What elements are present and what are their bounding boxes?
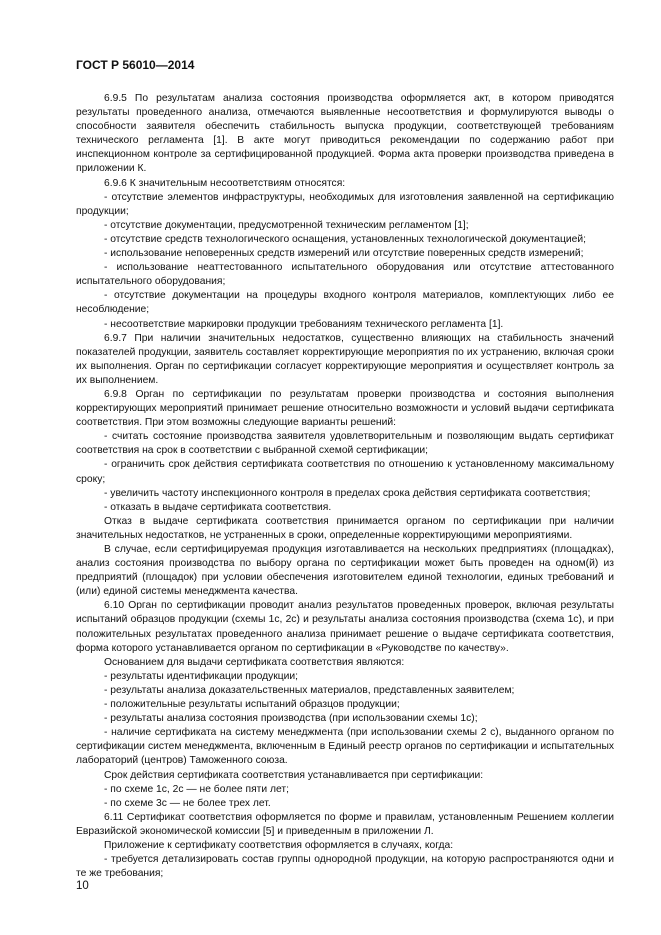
document-header: ГОСТ Р 56010—2014 [76, 58, 195, 72]
list-item: - отсутствие элементов инфраструктуры, необходимых для изготовления заявленной на сертификацию продукции; [76, 191, 614, 217]
paragraph: 6.11 Сертификат соответствия оформляется по форме и правилам, установленным Решением коллегии Евразийской экономической комиссии [5] и приведенным в приложении Л. [76, 811, 614, 837]
list-item: - отсутствие средств технологического оснащения, установленных технологической документацией; [104, 233, 587, 245]
list-item: - считать состояние производства заявителя удовлетворительным и позволяющим выдать сертификат соответствия на срок в соответствии с выбранной схемой сертификации; [76, 431, 614, 457]
list-item: - по схеме 1с, 2с — не более пяти лет; [104, 783, 289, 795]
list-item: - положительные результаты испытаний образцов продукции; [104, 699, 400, 711]
paragraph: 6.9.5 По результатам анализа состояния производства оформляется акт, в котором приводятся результаты проведенного анализа, отмечаются выявленные несоответствия и формулируются выводы о способности заявителя обеспечить стабильность выпуска продукции, соответствующей требованиям технического регламента [1]. В акте могут приводиться рекомендации по содержанию работ при инспекционном контроле за сертифицированной продукцией. Форма акта проверки производства приведена в приложении К. [76, 93, 614, 175]
list-item: - отказать в выдаче сертификата соответствия. [104, 501, 332, 513]
list-item: - результаты анализа доказательственных материалов, представленных заявителем; [104, 684, 515, 696]
list-item: - отсутствие документации на процедуры входного контроля материалов, комплектующих либо ее несоблюдение; [76, 290, 614, 316]
list-item: - результаты идентификации продукции; [104, 670, 299, 682]
list-item: - ограничить срок действия сертификата соответствия по отношению к установленному максимальному сроку; [76, 459, 614, 485]
list-item: - результаты анализа состояния производства (при использовании схемы 1с); [104, 713, 478, 725]
paragraph: 6.9.8 Орган по сертификации по результатам проверки производства и состояния выполнения корректирующих мероприятий принимает решение относительно возможности и условий выдачи сертификата соответствия. При этом возможны следующие варианты решений: [76, 388, 614, 429]
paragraph: 6.10 Орган по сертификации проводит анализ результатов проведенных проверок, включая результаты испытаний образцов продукции (схемы 1с, 2с) и результаты анализа состояния производства (схема 1с), и при положительных результатах проведенного анализа принимает решение о выдаче сертификата соответствия, форма которого устанавливается органом по сертификации в «Руководстве по качеству». [76, 600, 614, 654]
list-item: - наличие сертификата на систему менеджмента (при использовании схемы 2 с), выданного органом по сертификации систем менеджмента, включенным в Единый реестр органов по сертификации и испытательных лабораторий (центров) Таможенного союза. [76, 727, 614, 767]
paragraph: Срок действия сертификата соответствия устанавливается при сертификации: [104, 769, 484, 781]
list-item: - использование неаттестованного испытательного оборудования или отсутствие аттестованного испытательного оборудования; [76, 262, 614, 288]
paragraph: Основанием для выдачи сертификата соответствия являются: [104, 656, 405, 668]
document-body [76, 92, 614, 881]
paragraph: 6.9.6 К значительным несоответствиям относятся: [104, 177, 346, 189]
paragraph: 6.9.7 При наличии значительных недостатков, существенно влияющих на стабильность значений показателей продукции, заявитель составляет корректирующие мероприятия по их устранению, включая сроки их выполнения. Орган по сертификации согласует корректирующие мероприятия и осуществляет контроль за их выполнением. [76, 332, 614, 386]
list-item: - требуется детализировать состав группы однородной продукции, на которую распространяются одни и те же требования; [76, 854, 614, 880]
paragraph: Приложение к сертификату соответствия оформляется в случаях, когда: [104, 839, 454, 851]
list-item: - несоответствие маркировки продукции требованиям технического регламента [1]. [104, 318, 504, 330]
list-item: - использование неповеренных средств измерений или отсутствие поверенных средств измерений; [104, 248, 584, 260]
page-number: 10 [76, 880, 89, 892]
paragraph: Отказ в выдаче сертификата соответствия принимается органом по сертификации при наличии значительных недостатков, не устраненных в сроки, определенные корректирующими мероприятиями. [76, 515, 614, 541]
list-item: - отсутствие документации, предусмотренной техническим регламентом [1]; [104, 219, 469, 231]
list-item: - увеличить частоту инспекционного контроля в пределах срока действия сертификата соответствия; [104, 487, 591, 499]
paragraph: В случае, если сертифицируемая продукция изготавливается на нескольких предприятиях (площадках), анализ состояния производства по выбору органа по сертификации может быть проведен на одном(й) из предприятий (площадок) при условии обеспечения изготовителем единой технологии, единых требований и (или) единой системы менеджмента качества. [76, 544, 614, 598]
list-item: - по схеме 3с — не более трех лет. [104, 797, 271, 809]
